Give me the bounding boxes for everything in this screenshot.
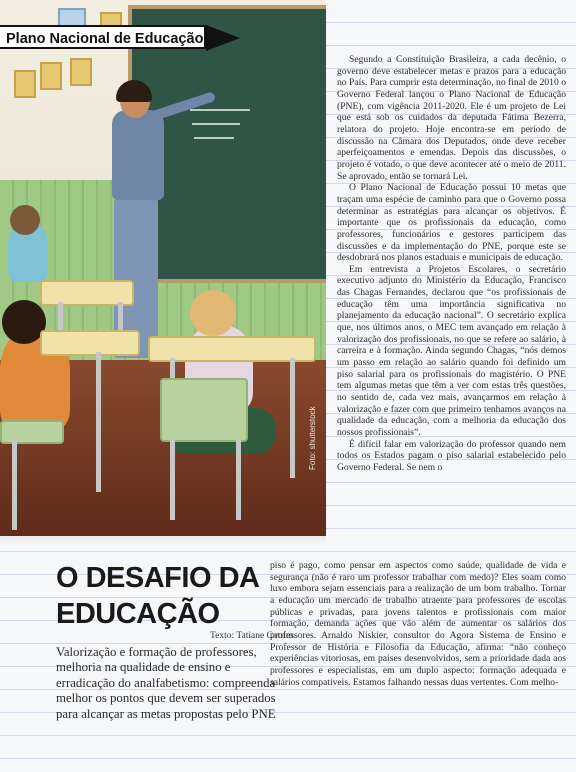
paragraph: piso é pago, como pensar em aspectos como saúde, qualidade de vida e segurança (não é raro um professor trabalhar com medo)? Eles soam como luxo embora sejam essenciais para a realização de um bom trabalho. Tornar a educação um mercado de trabalho atraente para professores de escolas públicas e privadas, para jovens talentos e profissionais com maior formação, demanda ações que vão além de aumentar os salários dos professores. Arnaldo Niskier, consultor do Agora Sistema de Ensino e Professor de História e Filosofia da Educação, afirma: “não conheço experiências vitoriosas, em países desenvolvidos, sem a prioridade dada aos professores e especialistas, em um duplo aspecto: formação adequada e salários compatíveis. Estamos falhando nessas duas vertentes. Com melho-	[270, 560, 566, 688]
paragraph: É difícil falar em valorização do professor quando nem todos os Estados pagam o piso salarial estabelecido pelo Governo Federal. Se nem o	[337, 438, 566, 473]
paragraph: Segundo a Constituição Brasileira, a cada decênio, o governo deve estabelecer metas e prazos para a educação no País. Para cumprir esta determinação, no final de 2010 o Governo Federal lançou o Plano Nacional de Educação (PNE), com vigência 2011-2020. Ele é um projeto de Lei que está sob os cuidados da deputada Fátima Bezerra, relatora do projeto. Hoje encontra-se em período de discussão na Câmara dos Deputados, onde deve receber aperfeiçoamentos e emendas. Depois das discussões, o projeto é votado, o que deve acontecer até o meio de 2011. Se aprovado, então se tornará Lei.	[337, 54, 566, 182]
photo-credit: Foto: shutterstock	[308, 406, 317, 470]
torn-edge	[0, 536, 326, 544]
paragraph: O Plano Nacional de Educação possui 10 metas que traçam uma espécie de caminho para que o Governo possa determinar as estratégias para alcançar os objetivos. É importante que os profissionais da educação, como professores, funcionários e gestores participem das discussões e da implementação do PNE, porque este se desdobrará nos planos estaduais e municipais de educação.	[337, 182, 566, 264]
paragraph: Em entrevista a Projetos Escolares, o secretário executivo adjunto do Ministério da Educação, Francisco das Chagas Fernandes, declarou que “os profissionais de educação têm uma importância significativa no planejamento da educação nacional”. O secretário explica que, nos últimos anos, o MEC tem avançado em relação à valorização dos profissionais, no que se refere ao salário, à carreira e à formação. Ainda segundo Chagas, “nós demos um passo em relação ao salário quando foi definido um piso salarial para os profissionais do magistério. O PNE tem algumas metas que têm a ver com estas três questões, no sentido de, cada vez mais, avançarmos em relação à valorização e fazer com que primeiro tenhamos avanços na qualidade da educação, com a melhoria da educação dos nossos profissionais”.	[337, 263, 566, 438]
article-wide-text	[270, 560, 566, 688]
byline: Texto: Tatiane Cotrim	[210, 631, 294, 641]
article-column	[337, 54, 566, 474]
article-headline: O DESAFIO DA EDUCAÇÃO	[56, 562, 259, 630]
section-tag: Plano Nacional de Educação	[0, 25, 206, 49]
classroom-photo	[0, 0, 326, 540]
standfirst: Valorização e formação de professores, melhoria na qualidade de ensino e erradicação do analfabetismo: compreenda melhor os pontos que devem ser superados para alcançar as metas propostas pelo PNE	[56, 645, 276, 721]
pencil-tip-icon	[206, 25, 240, 51]
